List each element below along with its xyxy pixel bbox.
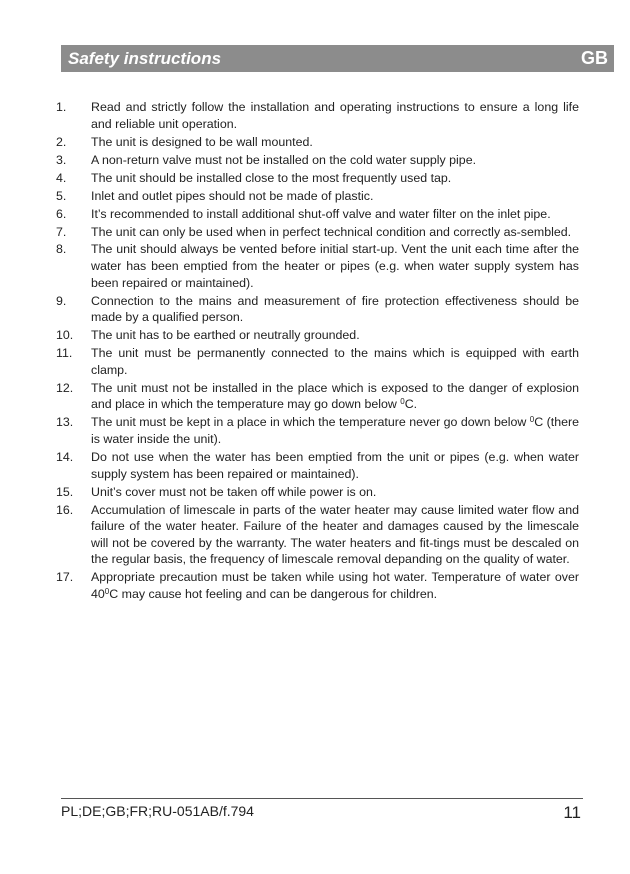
instruction-item [56, 241, 579, 291]
item-text-main: The unit must not be installed in the place which is exposed to the danger of explosion and place in which the temperature may go down below [91, 380, 579, 412]
item-number: 15. [56, 484, 74, 499]
item-text: Read and strictly follow the installation and operating instructions to ensure a long life and reliable unit operation. [91, 100, 579, 131]
item-number: 14. [56, 449, 74, 464]
item-text-main: The unit must be kept in a place in which the temperature never go down below [91, 415, 530, 430]
footer-divider [61, 798, 583, 799]
degree-superscript: 0 [400, 397, 405, 407]
instruction-item [56, 484, 579, 501]
page-number: 11 [563, 803, 581, 822]
item-text-main: Appropriate precaution must be taken while using hot water. Temperature of water over 40 [91, 570, 579, 601]
item-number: 17. [56, 570, 74, 585]
item-number: 6. [56, 206, 67, 221]
item-text: Connection to the mains and measurement of fire protection effectiveness should be made by a qualified person. [91, 293, 579, 325]
instruction-item [56, 224, 579, 241]
item-text: Inlet and outlet pipes should not be made of plastic. [91, 188, 374, 203]
item-text: Do not use when the water has been emptied from the unit or pipes (e.g. when water supply system has been repaired or maintained). [91, 449, 579, 481]
item-number: 5. [56, 188, 67, 203]
item-number: 3. [56, 152, 67, 167]
safety-instructions-list [56, 99, 579, 604]
instruction-item [56, 345, 579, 378]
item-text: The unit can only be used when in perfect technical condition and correctly as-sembled. [91, 224, 572, 239]
item-number: 4. [56, 170, 67, 185]
item-text-end: C (there is water inside the unit). [91, 415, 579, 446]
item-text [91, 380, 579, 413]
item-number: 7. [56, 224, 67, 239]
language-code: GB [581, 48, 608, 68]
item-text-end: C may cause hot feeling and can be dangerous for children. [109, 586, 438, 601]
instruction-item [56, 414, 579, 447]
instruction-item [56, 449, 579, 482]
item-text: The unit must be permanently connected to the mains which is equipped with earth clamp. [91, 346, 579, 377]
item-text [91, 569, 579, 602]
item-text: The unit is designed to be wall mounted. [91, 134, 313, 149]
item-text-end: C. [404, 397, 418, 412]
instruction-item [56, 170, 579, 187]
item-number: 8. [56, 242, 67, 257]
instruction-item [56, 152, 579, 169]
item-number: 13. [56, 415, 74, 430]
degree-superscript: 0 [104, 586, 110, 596]
document-code: PL;DE;GB;FR;RU-051AB/f.794 [61, 803, 254, 819]
instruction-item [56, 380, 579, 413]
item-text: Unit’s cover must not be taken off while power is on. [91, 484, 377, 499]
item-number: 2. [56, 134, 67, 149]
degree-superscript: 0 [529, 415, 535, 425]
item-number: 16. [56, 502, 74, 517]
item-text: The unit should always be vented before initial start-up. Vent the unit each time after the water has been emptied from the heater or pipes (e.g. when water supply system has been repaired or maintained). [91, 242, 579, 290]
section-header [61, 45, 614, 72]
section-title: Safety instructions [68, 48, 222, 68]
item-text [91, 414, 579, 447]
item-text: The unit should be installed close to the most frequently used tap. [91, 170, 452, 185]
item-number: 9. [56, 293, 67, 308]
item-text: The unit has to be earthed or neutrally grounded. [91, 328, 360, 343]
instruction-item [56, 99, 579, 132]
item-text: Accumulation of limescale in parts of the water heater may cause limited water flow and failure of the water heater. Failure of the heater and damages caused by the limescale will not be covered by the warranty. The water heaters and fit-tings must be descaled on the regular basis, the frequency of limescale removal depanding on the quality of water. [91, 502, 579, 567]
instruction-item [56, 206, 579, 223]
item-number: 11. [56, 346, 73, 361]
item-number: 12. [56, 380, 74, 395]
item-number: 10. [56, 328, 74, 343]
instruction-item [56, 188, 579, 205]
item-text: It’s recommended to install additional shut-off valve and water filter on the inlet pipe. [91, 206, 551, 221]
item-number: 1. [56, 100, 67, 114]
instruction-item [56, 293, 579, 326]
instruction-item [56, 569, 579, 602]
instruction-item [56, 502, 579, 568]
instruction-item [56, 134, 579, 151]
instruction-item [56, 327, 579, 344]
item-text: A non-return valve must not be installed on the cold water supply pipe. [91, 152, 477, 167]
